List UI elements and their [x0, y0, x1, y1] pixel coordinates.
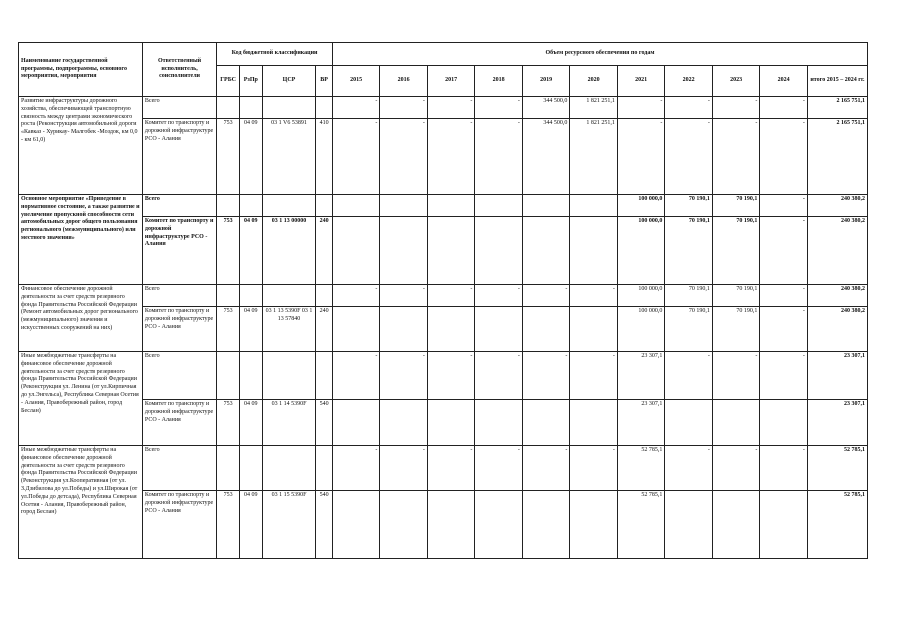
row-csr: 03 1 V6 53891	[262, 119, 316, 195]
row-grbs	[217, 352, 240, 400]
row-vr	[316, 446, 333, 491]
row-csr: 03 1 14 5390F	[262, 400, 316, 446]
row-name: Финансовое обеспечение дорожной деятельности за счет средств резервного фонда Правительства Российской Федерации (Ремонт автомобильных дорог регионального (межмуниципального) значения и искусственных сооружений на них)	[19, 285, 143, 352]
row-year-value	[522, 491, 570, 559]
row-year-value: -	[570, 285, 618, 307]
row-csr: 03 1 13 00000	[262, 217, 316, 285]
row-year-value: -	[380, 97, 428, 119]
row-year-value: 70 190,1	[665, 217, 713, 285]
budget-table-page	[18, 42, 868, 567]
row-year-value: -	[522, 285, 570, 307]
header-year: 2016	[380, 66, 428, 97]
row-year-value	[522, 217, 570, 285]
row-vr: 240	[316, 217, 333, 285]
row-total: 2 165 751,1	[807, 97, 867, 119]
row-year-value	[380, 491, 428, 559]
row-total: 240 380,2	[807, 307, 867, 352]
row-year-value	[570, 217, 618, 285]
row-rzpr: 04 09	[239, 307, 262, 352]
table-row	[19, 285, 868, 307]
table-row	[19, 195, 868, 217]
row-vr	[316, 285, 333, 307]
row-year-value: 70 190,1	[712, 195, 760, 217]
row-year-value	[380, 307, 428, 352]
table-row	[19, 400, 868, 446]
header-year: 2024	[760, 66, 808, 97]
header-budget-code: Код бюджетной классификации	[217, 43, 333, 66]
row-year-value: -	[427, 446, 475, 491]
row-year-value	[475, 217, 523, 285]
table-row	[19, 217, 868, 285]
row-year-value: -	[617, 97, 665, 119]
header-name: Наименование государственной программы, подпрограммы, основного мероприятия, мероприятия	[19, 43, 143, 97]
row-year-value: -	[427, 119, 475, 195]
row-year-value	[332, 491, 380, 559]
header-total: итого 2015 – 2024 гг.	[807, 66, 867, 97]
header-year: 2018	[475, 66, 523, 97]
row-csr: 03 1 15 5390F	[262, 491, 316, 559]
header-volume: Объем ресурсного обеспечения по годам	[332, 43, 867, 66]
table-row	[19, 352, 868, 400]
row-year-value	[712, 491, 760, 559]
header-rzpr: РзПр	[239, 66, 262, 97]
row-year-value: -	[760, 285, 808, 307]
row-year-value	[380, 217, 428, 285]
header-grbs: ГРБС	[217, 66, 240, 97]
row-year-value: -	[617, 119, 665, 195]
header-year: 2023	[712, 66, 760, 97]
table-row	[19, 491, 868, 559]
row-year-value: -	[712, 446, 760, 491]
row-executor: Всего	[142, 97, 216, 119]
row-year-value	[380, 195, 428, 217]
row-year-value: 1 821 251,1	[570, 97, 618, 119]
row-year-value: 100 000,0	[617, 195, 665, 217]
row-grbs: 753	[217, 491, 240, 559]
row-year-value	[380, 400, 428, 446]
budget-allocation-table	[18, 42, 868, 559]
row-year-value: -	[332, 352, 380, 400]
row-year-value: -	[665, 97, 713, 119]
row-year-value: 70 190,1	[712, 217, 760, 285]
row-executor: Комитет по транспорту и дорожной инфраструктуре РСО - Алания	[142, 307, 216, 352]
row-year-value	[332, 307, 380, 352]
row-name: Иные межбюджетные трансферты на финансовое обеспечение дорожной деятельности за счет средств резервного фонда Правительства Российской Федерации (Реконструкция ул.Кооперативная (от ул. З.Дзибилова до ул.Победы) и ул.Широкая (от ул.Победы до детсада), Республика Северная Осетия - Алания, Правобережный район, город Беслан)	[19, 446, 143, 559]
row-name: Иные межбюджетные трансферты на финансовое обеспечение дорожной деятельности за счет средств резервного фонда Правительства Российской Федерации (Реконструкция ул. Ленина (от ул.Кирпичная до ул.Энгельса), Республика Северная Осетия - Алания, Правобережный район, город Беслан)	[19, 352, 143, 446]
row-executor: Комитет по транспорту и дорожной инфраструктуре РСО - Алания	[142, 119, 216, 195]
row-year-value	[712, 400, 760, 446]
row-year-value: -	[712, 97, 760, 119]
row-year-value	[522, 195, 570, 217]
row-year-value	[332, 217, 380, 285]
row-year-value: -	[332, 97, 380, 119]
header-year: 2021	[617, 66, 665, 97]
row-year-value: -	[332, 285, 380, 307]
row-executor: Комитет по транспорту и дорожной инфраструктуре РСО - Алания	[142, 491, 216, 559]
row-year-value	[760, 400, 808, 446]
row-rzpr	[239, 97, 262, 119]
row-year-value: -	[380, 446, 428, 491]
row-year-value: -	[427, 285, 475, 307]
row-year-value: -	[332, 446, 380, 491]
header-year: 2020	[570, 66, 618, 97]
row-year-value	[427, 217, 475, 285]
row-year-value: 23 307,1	[617, 400, 665, 446]
row-year-value	[475, 307, 523, 352]
row-year-value: -	[522, 352, 570, 400]
row-year-value: 70 190,1	[665, 195, 713, 217]
header-year: 2015	[332, 66, 380, 97]
row-year-value: -	[665, 352, 713, 400]
row-grbs: 753	[217, 307, 240, 352]
row-year-value: -	[760, 352, 808, 400]
row-year-value: 70 190,1	[712, 285, 760, 307]
row-executor: Всего	[142, 352, 216, 400]
header-year: 2019	[522, 66, 570, 97]
row-year-value: -	[380, 352, 428, 400]
row-year-value	[427, 195, 475, 217]
row-year-value: -	[427, 352, 475, 400]
row-total: 23 307,1	[807, 400, 867, 446]
row-year-value: 70 190,1	[665, 307, 713, 352]
row-year-value: -	[712, 352, 760, 400]
row-executor: Всего	[142, 285, 216, 307]
header-vr: ВР	[316, 66, 333, 97]
row-name: Основное мероприятие «Приведение в нормативное состояние, а также развитие и увеличение пропускной способности сети автомобильных дорог общего пользования регионального (межмуниципального) или местного значения»	[19, 195, 143, 285]
row-year-value	[427, 400, 475, 446]
row-year-value: -	[380, 119, 428, 195]
row-year-value: -	[760, 217, 808, 285]
row-csr	[262, 195, 316, 217]
row-executor: Комитет по транспорту и дорожной инфраструктуре РСО - Алания	[142, 400, 216, 446]
row-year-value: -	[475, 446, 523, 491]
row-year-value	[332, 195, 380, 217]
row-total: 2 165 751,1	[807, 119, 867, 195]
row-year-value: 52 785,1	[617, 491, 665, 559]
row-year-value: 100 000,0	[617, 307, 665, 352]
row-year-value: -	[665, 119, 713, 195]
row-year-value	[522, 400, 570, 446]
row-year-value	[570, 491, 618, 559]
row-year-value: -	[760, 195, 808, 217]
row-total: 240 380,2	[807, 195, 867, 217]
row-year-value: -	[712, 119, 760, 195]
row-rzpr: 04 09	[239, 400, 262, 446]
row-total: 240 380,2	[807, 285, 867, 307]
row-executor: Всего	[142, 446, 216, 491]
row-year-value	[475, 195, 523, 217]
row-rzpr	[239, 285, 262, 307]
row-year-value: 23 307,1	[617, 352, 665, 400]
row-year-value: 100 000,0	[617, 217, 665, 285]
row-name: Развитие инфраструктуры дорожного хозяйства, обеспечивающей транспортную связность между центрами экономического роста (Реконструкция автомобильной дороги «Кавказ - Хурикау- Малгобек -Моздок, км 0,0 - км 61,0)	[19, 97, 143, 195]
row-grbs	[217, 446, 240, 491]
row-year-value: -	[475, 97, 523, 119]
header-executor: Ответственный исполнитель, соисполнители	[142, 43, 216, 97]
row-year-value: -	[570, 352, 618, 400]
row-year-value: -	[760, 446, 808, 491]
row-year-value: 70 190,1	[665, 285, 713, 307]
row-year-value: -	[760, 307, 808, 352]
row-total: 52 785,1	[807, 491, 867, 559]
row-rzpr: 04 09	[239, 217, 262, 285]
row-vr	[316, 195, 333, 217]
row-grbs: 753	[217, 400, 240, 446]
row-year-value: -	[380, 285, 428, 307]
row-executor: Всего	[142, 195, 216, 217]
row-year-value	[760, 491, 808, 559]
row-year-value	[665, 491, 713, 559]
header-year: 2017	[427, 66, 475, 97]
row-executor: Комитет по транспорту и дорожной инфраструктуре РСО - Алания	[142, 217, 216, 285]
row-grbs	[217, 97, 240, 119]
row-year-value: -	[475, 352, 523, 400]
row-year-value: -	[522, 446, 570, 491]
row-csr	[262, 285, 316, 307]
row-total: 52 785,1	[807, 446, 867, 491]
row-year-value: 100 000,0	[617, 285, 665, 307]
row-year-value: -	[475, 119, 523, 195]
row-grbs: 753	[217, 119, 240, 195]
row-grbs: 753	[217, 217, 240, 285]
table-row	[19, 307, 868, 352]
row-year-value	[332, 400, 380, 446]
row-csr	[262, 446, 316, 491]
row-year-value	[427, 491, 475, 559]
row-total: 23 307,1	[807, 352, 867, 400]
table-row	[19, 446, 868, 491]
row-year-value: -	[760, 97, 808, 119]
table-row	[19, 97, 868, 119]
row-year-value: -	[427, 97, 475, 119]
row-year-value: -	[665, 446, 713, 491]
row-year-value: -	[475, 285, 523, 307]
row-csr	[262, 352, 316, 400]
row-grbs	[217, 195, 240, 217]
row-vr	[316, 97, 333, 119]
row-year-value	[570, 195, 618, 217]
row-rzpr	[239, 195, 262, 217]
row-vr: 410	[316, 119, 333, 195]
row-vr: 240	[316, 307, 333, 352]
row-year-value	[570, 307, 618, 352]
row-vr: 540	[316, 491, 333, 559]
row-year-value: 52 785,1	[617, 446, 665, 491]
row-year-value	[665, 400, 713, 446]
row-total: 240 380,2	[807, 217, 867, 285]
row-vr	[316, 352, 333, 400]
row-csr: 03 1 13 5390F 03 1 13 57840	[262, 307, 316, 352]
row-year-value: 344 500,0	[522, 97, 570, 119]
row-year-value: -	[760, 119, 808, 195]
row-year-value: -	[332, 119, 380, 195]
row-grbs	[217, 285, 240, 307]
row-year-value: 344 500,0	[522, 119, 570, 195]
row-year-value: 70 190,1	[712, 307, 760, 352]
row-year-value: 1 821 251,1	[570, 119, 618, 195]
row-csr	[262, 97, 316, 119]
row-year-value	[570, 400, 618, 446]
header-csr: ЦСР	[262, 66, 316, 97]
row-year-value	[475, 491, 523, 559]
row-vr: 540	[316, 400, 333, 446]
row-year-value	[522, 307, 570, 352]
row-year-value	[427, 307, 475, 352]
row-rzpr	[239, 352, 262, 400]
row-rzpr: 04 09	[239, 491, 262, 559]
row-rzpr: 04 09	[239, 119, 262, 195]
row-year-value	[475, 400, 523, 446]
table-row	[19, 119, 868, 195]
row-year-value: -	[570, 446, 618, 491]
header-year: 2022	[665, 66, 713, 97]
row-rzpr	[239, 446, 262, 491]
